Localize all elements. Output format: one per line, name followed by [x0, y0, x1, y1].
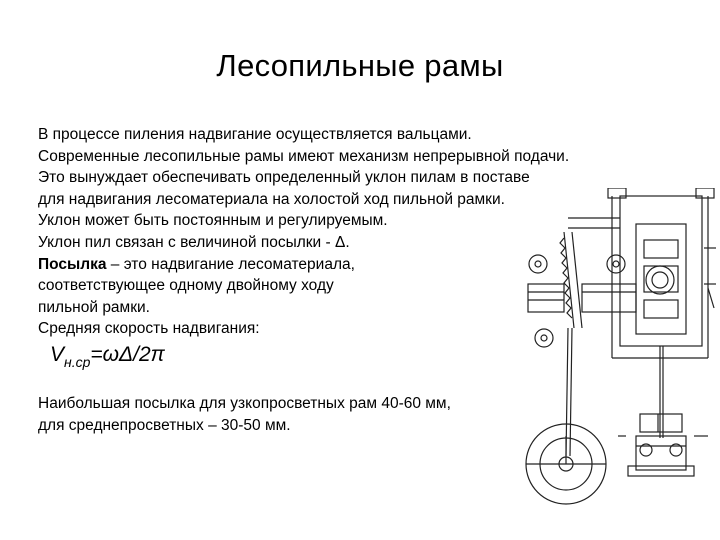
sawmill-frame-diagram	[508, 188, 718, 526]
formula-subscript: н.ср	[64, 354, 91, 370]
definition-rest: – это надвигание лесоматериала,	[106, 255, 355, 273]
definition-term: Посылка	[38, 255, 107, 273]
text-line: Это вынуждает обеспечивать определенный уклон пилам в поставе	[38, 169, 530, 187]
text-line: Наибольшая посылка для узкопросветных рам 40-60 мм,	[38, 395, 451, 412]
formula-rhs: =ωΔ/2π	[90, 343, 165, 366]
note-text	[38, 393, 538, 436]
text-line: пильной рамки.	[38, 298, 150, 316]
formula-var: V	[50, 343, 65, 366]
text-line: Уклон может быть постоянным и регулируемым.	[38, 212, 388, 230]
text-line: Средняя скорость надвигания:	[38, 320, 260, 338]
text-line: Уклон пил связан с величиной посылки - Δ.	[38, 233, 350, 251]
slide-title: Лесопильные рамы	[216, 48, 504, 83]
text-line: соответствующее одному двойному ходу	[38, 277, 334, 295]
speed-formula	[50, 343, 165, 370]
text-line: В процессе пиления надвигание осуществляется вальцами.	[38, 126, 472, 143]
text-line: Современные лесопильные рамы имеют механизм непрерывной подачи.	[38, 147, 570, 165]
text-line: для надвигания лесоматериала на холостой ход пильной рамки.	[38, 190, 505, 208]
text-line: для среднепросветных – 30-50 мм.	[38, 416, 291, 434]
